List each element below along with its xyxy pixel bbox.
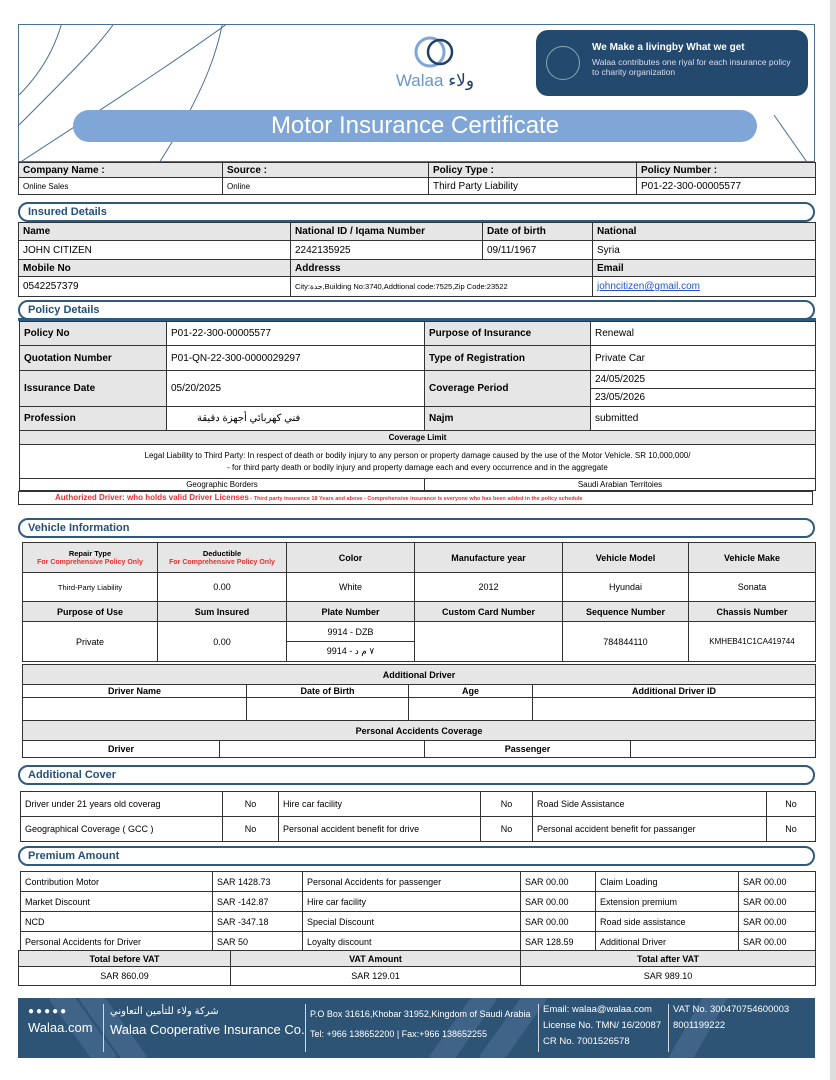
sequence-number-label: Sequence Number — [563, 602, 689, 622]
table-row — [21, 817, 816, 842]
label-cell: NCD — [21, 912, 213, 932]
vat-amount-label: VAT Amount — [231, 951, 521, 967]
section-insured-details: Insured Details — [18, 202, 815, 222]
value-cell: No — [223, 792, 279, 817]
promo-text: Walaa contributes one riyal for each insurance policy to charity organization — [592, 57, 791, 77]
value-cell: SAR 00.00 — [521, 872, 596, 892]
color-label: Color — [287, 543, 415, 573]
profession-value: فني كهربائي أجهزة دقيقة — [167, 407, 425, 431]
purpose-of-use-label: Purpose of Use — [23, 602, 158, 622]
footer-email: Email: walaa@walaa.com — [543, 1004, 652, 1015]
geographic-borders-value: Saudi Arabian Territoies — [425, 479, 816, 491]
label-cell: Geographical Coverage ( GCC ) — [21, 817, 223, 842]
additional-driver-table — [22, 664, 816, 721]
logo-rings-icon — [410, 32, 460, 72]
name-value: JOHN CITIZEN — [19, 241, 291, 260]
coverage-to-value: 23/05/2026 — [591, 389, 816, 407]
footer-website: Walaa.com — [28, 1020, 93, 1035]
plate-number-label: Plate Number — [287, 602, 415, 622]
vehicle-make-label: Vehicle Make — [689, 543, 816, 573]
vehicle-model-value: Hyundai — [563, 573, 689, 602]
additional-cover-table — [20, 791, 816, 842]
driver-id-value — [533, 698, 816, 721]
label-cell: Market Discount — [21, 892, 213, 912]
label-cell: Loyalty discount — [303, 932, 521, 952]
social-icons: ●●●●● — [28, 1006, 69, 1017]
totals-table — [18, 950, 816, 986]
label-cell: Hire car facility — [303, 892, 521, 912]
registration-value: Private Car — [591, 346, 816, 371]
pac-passenger-label: Passenger — [425, 741, 631, 758]
driver-age-value — [409, 698, 533, 721]
policy-no-label: Policy No — [20, 322, 167, 346]
custom-card-value — [415, 622, 563, 662]
vehicle-model-label: Vehicle Model — [563, 543, 689, 573]
walaa-logo — [390, 32, 480, 88]
nationality-value: Syria — [593, 241, 816, 260]
footer-vat: VAT No. 300470754600003 — [673, 1004, 790, 1015]
dob-label: Date of birth — [483, 223, 593, 241]
total-after-vat-value: SAR 989.10 — [521, 967, 816, 986]
sequence-number-value: 784844110 — [563, 622, 689, 662]
national-id-label: National ID / Iqama Number — [291, 223, 483, 241]
dob-value: 09/11/1967 — [483, 241, 593, 260]
policy-type-value: Third Party Liability — [429, 178, 637, 195]
value-cell: SAR 00.00 — [739, 872, 816, 892]
label-cell: Personal accident benefit for passanger — [533, 817, 767, 842]
label-cell: Extension premium — [596, 892, 739, 912]
pac-label: Personal Accidents Coverage — [23, 721, 816, 741]
plate-number-ar: 9914 - ٧ م د — [287, 642, 415, 662]
mobile-label: Mobile No — [19, 260, 291, 277]
coverage-limit-label: Coverage Limit — [20, 431, 816, 445]
total-after-vat-label: Total after VAT — [521, 951, 816, 967]
label-cell: Road side assistance — [596, 912, 739, 932]
policy-type-label: Policy Type : — [429, 163, 637, 178]
label-cell: Personal Accidents for Driver — [21, 932, 213, 952]
value-cell: No — [767, 792, 816, 817]
footer-phone: Tel: +966 138652200 | Fax:+966 138652255 — [310, 1029, 487, 1039]
coverage-limit-text: Legal Liability to Third Party: In respect of death or bodily injury to any person or property damage caused by the use of the Motor Vehicle. SR 10,000,000/ — [144, 450, 691, 460]
table-row — [21, 932, 816, 952]
value-cell: SAR 1428.73 — [213, 872, 303, 892]
purpose-label: Purpose of Insurance — [425, 322, 591, 346]
nationality-label: National — [593, 223, 816, 241]
section-additional-cover: Additional Cover — [18, 765, 815, 785]
charity-banner — [536, 30, 808, 96]
address-value: City:جدة,Building No:3740,Addtional code:7525,Zip Code:23522 — [291, 277, 593, 297]
national-id-value: 2242135925 — [291, 241, 483, 260]
table-row — [21, 872, 816, 892]
premium-table — [20, 871, 816, 952]
issuance-value: 05/20/2025 — [167, 371, 425, 407]
summary-table — [18, 162, 816, 195]
manufacture-year-value: 2012 — [415, 573, 563, 602]
value-cell: SAR 00.00 — [521, 912, 596, 932]
coverage-from-value: 24/05/2025 — [591, 371, 816, 389]
driver-name-label: Driver Name — [23, 685, 247, 698]
plate-number-en: 9914 - DZB — [287, 622, 415, 642]
table-row — [21, 912, 816, 932]
value-cell: SAR 128.59 — [521, 932, 596, 952]
authorized-driver-note — [18, 491, 813, 505]
deductible-note: For Comprehensive Policy Only — [169, 558, 275, 566]
mobile-value: 0542257379 — [19, 277, 291, 297]
value-cell: SAR 00.00 — [521, 892, 596, 912]
logo-text: Walaa — [395, 71, 444, 90]
purpose-value: Renewal — [591, 322, 816, 346]
geographic-borders-label: Geographic Borders — [20, 479, 425, 491]
personal-accidents-table — [22, 720, 816, 758]
chassis-number-value: KMHEB41C1CA419744 — [689, 622, 816, 662]
footer-address: P.O Box 31616,Khobar 31952,Kingdom of Saudi Arabia — [310, 1009, 531, 1019]
label-cell: Road Side Assistance — [533, 792, 767, 817]
value-cell: SAR 00.00 — [739, 912, 816, 932]
label-cell: Personal Accidents for passenger — [303, 872, 521, 892]
color-value: White — [287, 573, 415, 602]
driver-dob-label: Date of Birth — [247, 685, 409, 698]
company-name-value: Online Sales — [19, 178, 223, 195]
issuance-label: Issurance Date — [20, 371, 167, 407]
authorized-driver-text: Authorized Driver: who holds valid Driver Licenses — [55, 493, 249, 502]
value-cell: No — [223, 817, 279, 842]
additional-driver-label: Additional Driver — [23, 665, 816, 685]
charity-seal-icon — [546, 46, 580, 80]
total-before-vat-value: SAR 860.09 — [19, 967, 231, 986]
sum-insured-value: 0.00 — [158, 622, 287, 662]
source-value: Online — [223, 178, 429, 195]
custom-card-label: Custom Card Number — [415, 602, 563, 622]
label-cell: Personal accident benefit for drive — [279, 817, 481, 842]
pac-driver-label: Driver — [23, 741, 220, 758]
registration-label: Type of Registration — [425, 346, 591, 371]
logo-arabic: ولاء — [448, 71, 475, 90]
table-row — [21, 892, 816, 912]
footer — [18, 998, 815, 1058]
label-cell: Driver under 21 years old coverag — [21, 792, 223, 817]
vehicle-table — [22, 542, 816, 662]
driver-age-label: Age — [409, 685, 533, 698]
policy-table — [19, 321, 816, 491]
value-cell: SAR 50 — [213, 932, 303, 952]
najm-value: submitted — [591, 407, 816, 431]
repair-type-value: Third-Party Liability — [23, 573, 158, 602]
quotation-label: Quotation Number — [20, 346, 167, 371]
manufacture-year-label: Manufacture year — [415, 543, 563, 573]
page-edge — [830, 0, 836, 1080]
quotation-value: P01-QN-22-300-0000029297 — [167, 346, 425, 371]
total-before-vat-label: Total before VAT — [19, 951, 231, 967]
address-label: Addresss — [291, 260, 593, 277]
driver-dob-value — [247, 698, 409, 721]
insured-table — [18, 222, 816, 297]
label-cell: Hire car facility — [279, 792, 481, 817]
section-premium-amount: Premium Amount — [18, 846, 815, 866]
footer-tollfree: 8001199222 — [673, 1020, 726, 1031]
promo-title: We Make a livingby What we get — [592, 42, 745, 53]
vehicle-make-value: Sonata — [689, 573, 816, 602]
certificate-title: Motor Insurance Certificate — [73, 110, 757, 142]
policy-no-value: P01-22-300-00005577 — [167, 322, 425, 346]
coverage-limit-text-2: - for third party death or bodily injury and property damage each and every occurrence and in the aggregate — [227, 462, 608, 472]
value-cell: No — [481, 817, 533, 842]
coverage-period-label: Coverage Period — [425, 371, 591, 407]
value-cell: SAR -142.87 — [213, 892, 303, 912]
deductible-label: Deductible — [202, 548, 242, 558]
value-cell: SAR -347.18 — [213, 912, 303, 932]
najm-label: Najm — [425, 407, 591, 431]
purpose-of-use-value: Private — [23, 622, 158, 662]
label-cell: Additional Driver — [596, 932, 739, 952]
repair-type-note: For Comprehensive Policy Only — [37, 558, 143, 566]
chassis-number-label: Chassis Number — [689, 602, 816, 622]
driver-id-label: Additional Driver ID — [533, 685, 816, 698]
driver-name-value — [23, 698, 247, 721]
deductible-value: 0.00 — [158, 573, 287, 602]
authorized-driver-detail: - Third party insurance 18 Years and above - Comprehensive insurance is everyone who has been added in the policy schedule — [248, 496, 583, 502]
sum-insured-label: Sum Insured — [158, 602, 287, 622]
label-cell: Special Discount — [303, 912, 521, 932]
company-name-label: Company Name : — [19, 163, 223, 178]
policy-number-value: P01-22-300-00005577 — [637, 178, 816, 195]
value-cell: SAR 00.00 — [739, 932, 816, 952]
footer-license: License No. TMN/ 16/20087 — [543, 1020, 662, 1031]
value-cell: SAR 00.00 — [739, 892, 816, 912]
vat-amount-value: SAR 129.01 — [231, 967, 521, 986]
name-label: Name — [19, 223, 291, 241]
value-cell: No — [481, 792, 533, 817]
pac-passenger-value — [631, 741, 816, 758]
pac-driver-value — [220, 741, 425, 758]
repair-type-label: Repair Type — [68, 548, 112, 558]
footer-cr: CR No. 7001526578 — [543, 1036, 630, 1047]
value-cell: No — [767, 817, 816, 842]
section-policy-details: Policy Details — [18, 300, 815, 320]
footer-company-ar: شركة ولاء للتأمين التعاوني — [110, 1006, 219, 1017]
policy-number-label: Policy Number : — [637, 163, 816, 178]
section-vehicle-information: Vehicle Information — [18, 518, 815, 538]
label-cell: Claim Loading — [596, 872, 739, 892]
source-label: Source : — [223, 163, 429, 178]
profession-label: Profession — [20, 407, 167, 431]
footer-company: Walaa Cooperative Insurance Co. — [110, 1022, 305, 1037]
table-row — [21, 792, 816, 817]
email-label: Email — [593, 260, 816, 277]
label-cell: Contribution Motor — [21, 872, 213, 892]
email-link[interactable]: johncitizen@gmail.com — [597, 281, 700, 292]
